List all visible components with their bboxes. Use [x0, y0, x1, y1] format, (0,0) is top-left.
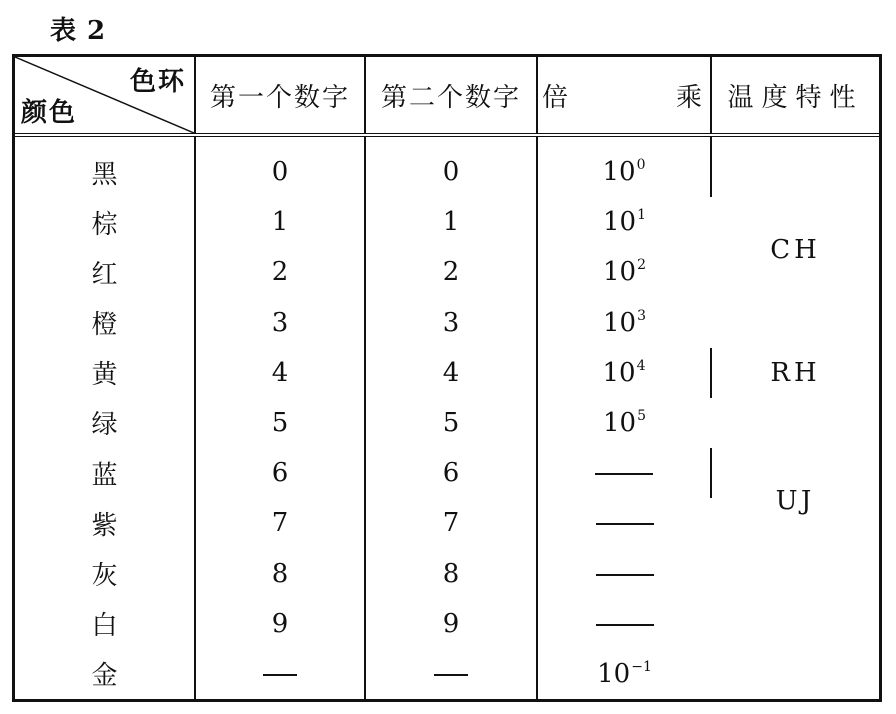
second-digit-cell: 0 — [365, 135, 537, 197]
first-digit-cell: 4 — [195, 348, 365, 398]
multiplier-cell — [537, 649, 711, 699]
multiplier-cell — [537, 247, 711, 297]
multiplier-base: 10 — [602, 407, 637, 438]
table-row — [15, 448, 879, 498]
color-name-cell: 紫 — [15, 498, 195, 548]
multiplier-base: 10 — [602, 157, 636, 188]
second-digit-cell: 2 — [365, 247, 537, 297]
second-digit-cell: 8 — [365, 548, 537, 598]
multiplier-exponent: −1 — [631, 658, 652, 675]
multiplier-cell — [537, 398, 711, 448]
header-multiplier-right: 乘 — [675, 82, 704, 113]
second-digit-cell — [365, 649, 537, 699]
corner-label-color: 颜色 — [21, 98, 78, 128]
color-name-cell: 棕 — [15, 197, 195, 247]
second-digit-cell: 9 — [365, 599, 537, 649]
color-name-cell: 绿 — [15, 398, 195, 448]
first-digit-cell — [195, 649, 365, 699]
corner-header-cell — [15, 57, 195, 135]
multiplier-base: 10 — [602, 307, 637, 338]
second-digit-cell: 7 — [365, 498, 537, 548]
temperature-code: UJ — [775, 486, 816, 517]
temperature-cell-uj — [711, 448, 879, 699]
first-digit-cell: 6 — [195, 448, 365, 498]
header-second-digit: 第二个数字 — [365, 57, 537, 135]
first-digit-cell: 2 — [195, 247, 365, 297]
empty-dash — [596, 574, 654, 576]
empty-dash — [596, 523, 654, 525]
multiplier-exponent: 5 — [637, 407, 646, 424]
color-code-table — [12, 54, 882, 702]
temperature-cell-rh — [711, 348, 879, 448]
empty-dash — [595, 473, 653, 475]
table-grid — [15, 57, 879, 699]
header-multiplier-left: 倍 — [542, 82, 571, 113]
multiplier-base: 10 — [602, 357, 636, 388]
first-digit-cell: 8 — [195, 548, 365, 598]
corner-label-ring: 色环 — [129, 67, 186, 97]
table-row — [15, 348, 879, 398]
header-multiplier — [537, 57, 711, 135]
multiplier-cell — [537, 348, 711, 398]
header-first-digit: 第一个数字 — [195, 57, 365, 135]
multiplier-cell — [537, 448, 711, 498]
multiplier-base: 10 — [602, 257, 637, 288]
multiplier-cell — [537, 548, 711, 598]
color-name-cell: 蓝 — [15, 448, 195, 498]
multiplier-exponent: 0 — [636, 157, 646, 174]
empty-dash — [263, 674, 297, 676]
first-digit-cell: 9 — [195, 599, 365, 649]
multiplier-cell — [537, 498, 711, 548]
color-name-cell: 黄 — [15, 348, 195, 398]
multiplier-exponent: 4 — [636, 357, 646, 374]
first-digit-cell: 1 — [195, 197, 365, 247]
first-digit-cell: 7 — [195, 498, 365, 548]
second-digit-cell: 6 — [365, 448, 537, 498]
multiplier-cell — [537, 197, 711, 247]
table-title: 表 2 — [50, 16, 107, 46]
multiplier-cell — [537, 298, 711, 348]
multiplier-cell — [537, 599, 711, 649]
second-digit-cell: 4 — [365, 348, 537, 398]
empty-dash — [434, 674, 468, 676]
first-digit-cell: 0 — [195, 135, 365, 197]
color-name-cell: 白 — [15, 599, 195, 649]
second-digit-cell: 1 — [365, 197, 537, 247]
multiplier-exponent: 1 — [637, 207, 646, 224]
first-digit-cell: 3 — [195, 298, 365, 348]
multiplier-base: 10 — [602, 207, 637, 238]
temperature-code: CH — [770, 235, 821, 266]
first-digit-cell: 5 — [195, 398, 365, 448]
second-digit-cell: 3 — [365, 298, 537, 348]
header-row — [15, 57, 879, 135]
temperature-cell-ch — [711, 135, 879, 348]
multiplier-exponent: 3 — [637, 307, 646, 324]
color-name-cell: 橙 — [15, 298, 195, 348]
second-digit-cell: 5 — [365, 398, 537, 448]
multiplier-base: 10 — [597, 658, 631, 689]
multiplier-exponent: 2 — [637, 257, 646, 274]
multiplier-cell — [537, 135, 711, 197]
color-name-cell: 金 — [15, 649, 195, 699]
color-name-cell: 红 — [15, 247, 195, 297]
temperature-code: RH — [770, 357, 821, 388]
empty-dash — [596, 624, 654, 626]
color-name-cell: 灰 — [15, 548, 195, 598]
color-name-cell: 黑 — [15, 135, 195, 197]
table-row — [15, 135, 879, 197]
header-temperature: 温度特性 — [727, 82, 864, 113]
